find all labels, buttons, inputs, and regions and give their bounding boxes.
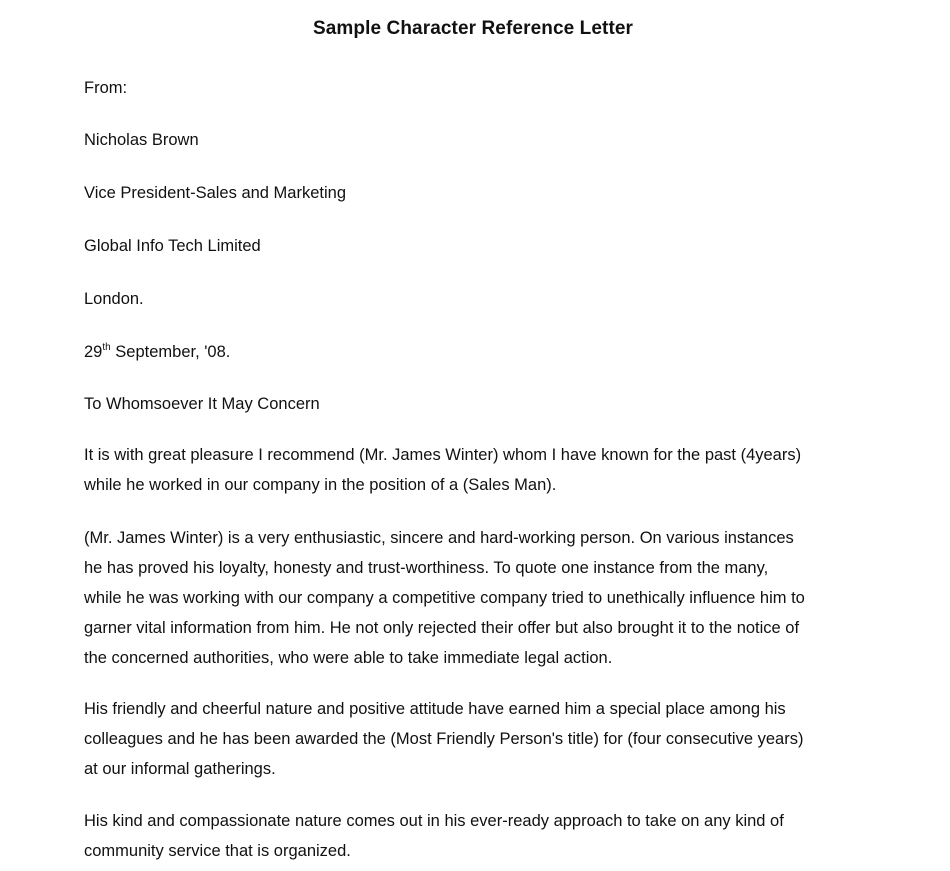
paragraph-line: It is with great pleasure I recommend (Mr. James Winter) whom I have known for the past (4years) <box>84 446 802 464</box>
paragraph-line: while he worked in our company in the position of a (Sales Man). <box>84 476 557 494</box>
paragraph-character <box>84 523 884 673</box>
sender-name: Nicholas Brown <box>84 131 199 149</box>
paragraph-introduction <box>84 440 884 500</box>
from-label: From: <box>84 79 128 97</box>
date-rest: September, '08. <box>110 343 231 361</box>
letter-date <box>84 341 230 363</box>
sender-company: Global Info Tech Limited <box>84 237 261 255</box>
salutation: To Whomsoever It May Concern <box>84 395 320 413</box>
sender-position: Vice President-Sales and Marketing <box>84 184 347 202</box>
paragraph-line: (Mr. James Winter) is a very enthusiastic, sincere and hard-working person. On various instances <box>84 529 794 547</box>
paragraph-line: community service that is organized. <box>84 842 351 860</box>
paragraph-line: His friendly and cheerful nature and positive attitude have earned him a special place among his <box>84 700 786 718</box>
letter-title: Sample Character Reference Letter <box>312 18 634 39</box>
paragraph-line: colleagues and he has been awarded the (Most Friendly Person's title) for (four consecutive years) <box>84 730 804 748</box>
paragraph-line: while he was working with our company a competitive company tried to unethically influence him to <box>84 589 805 607</box>
paragraph-line: at our informal gatherings. <box>84 760 276 778</box>
paragraph-line: His kind and compassionate nature comes out in his ever-ready approach to take on any kind of <box>84 812 784 830</box>
sender-city: London. <box>84 290 144 308</box>
date-day: 29 <box>84 343 103 361</box>
date-suffix: th <box>102 342 111 353</box>
paragraph-line: the concerned authorities, who were able to take immediate legal action. <box>84 649 613 667</box>
paragraph-line: he has proved his loyalty, honesty and trust-worthiness. To quote one instance from the many, <box>84 559 769 577</box>
paragraph-nature <box>84 694 884 784</box>
paragraph-line: garner vital information from him. He not only rejected their offer but also brought it to the notice of <box>84 619 800 637</box>
paragraph-community <box>84 806 884 866</box>
